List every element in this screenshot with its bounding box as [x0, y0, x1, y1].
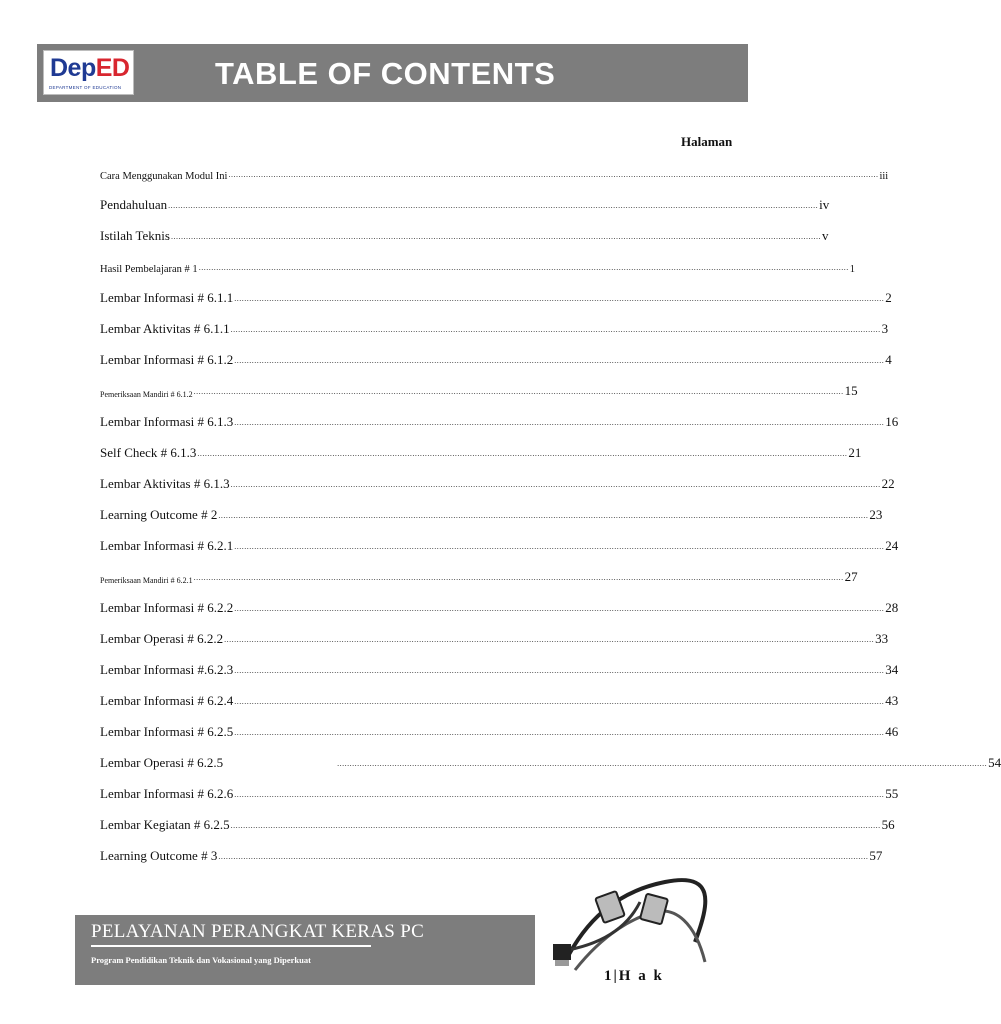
toc-entry[interactable] [100, 191, 830, 213]
toc-entry[interactable] [100, 563, 858, 585]
toc-entry-page: 54 [988, 755, 1001, 770]
toc-entry[interactable] [100, 594, 899, 616]
toc-entry-label: Lembar Informasi # 6.2.5 [100, 724, 234, 739]
toc-entry-page: iv [819, 197, 830, 212]
toc-entry[interactable] [100, 439, 862, 461]
logo-subtitle: DEPARTMENT OF EDUCATION [49, 85, 122, 90]
toc-entry-page: 33 [875, 631, 889, 646]
toc-leader: .................................................................................................................................................................................................................................................................... [230, 480, 881, 489]
toc-entry-label: Learning Outcome # 2 [100, 507, 218, 522]
toc-leader: .................................................................................................................................................................................................................................................................... [218, 852, 869, 861]
toc-leader: .................................................................................................................................................................................................................................................................... [170, 232, 821, 241]
network-cable-image [545, 862, 715, 982]
toc-entry-label: Lembar Aktivitas # 6.1.3 [100, 476, 230, 491]
toc-entry[interactable] [100, 408, 899, 430]
toc-leader: .................................................................................................................................................................................................................................................................... [198, 263, 849, 272]
toc-leader: .................................................................................................................................................................................................................................................................... [234, 604, 885, 613]
footer-title: PELAYANAN PERANGKAT KERAS PC [91, 921, 425, 942]
toc-leader: .................................................................................................................................................................................................................................................................... [234, 728, 885, 737]
deped-logo [43, 50, 134, 95]
toc-entry-page: iii [879, 171, 889, 182]
toc-leader: .................................................................................................................................................................................................................................................................... [218, 511, 869, 520]
toc-entry-page: 16 [885, 414, 899, 429]
footer-banner [75, 915, 535, 985]
toc-entry-label: Lembar Informasi # 6.2.1 [100, 538, 234, 553]
toc-entry-page: 34 [885, 662, 899, 677]
logo-text-ed: ED [95, 54, 130, 82]
toc-entry-page: 22 [881, 476, 895, 491]
toc-entry[interactable] [100, 842, 883, 864]
toc-entry-page: 3 [881, 321, 889, 336]
toc-entry[interactable] [100, 501, 883, 523]
toc-entry-page: 21 [848, 445, 862, 460]
halaman-label: Halaman [681, 134, 733, 149]
toc-entry-label: Lembar Operasi # 6.2.2 [100, 631, 224, 646]
toc-entry-label: Lembar Informasi # 6.2.2 [100, 600, 234, 615]
toc-leader: .................................................................................................................................................................................................................................................................... [230, 821, 881, 830]
toc-entry[interactable] [100, 687, 899, 709]
toc-entry-label: Self Check # 6.1.3 [100, 445, 197, 460]
toc-entry-page: 24 [885, 538, 899, 553]
toc-entry-label: Lembar Informasi # 6.1.2 [100, 352, 234, 367]
logo-text-dep: Dep [50, 54, 96, 82]
toc-entry-page: v [821, 228, 829, 243]
toc-leader: .................................................................................................................................................................................................................................................................... [228, 170, 879, 179]
toc-entry[interactable] [100, 625, 889, 647]
toc-leader: .................................................................................................................................................................................................................................................................... [168, 201, 819, 210]
toc-entry-label: Lembar Operasi # 6.2.5 [100, 755, 224, 770]
toc-entry[interactable] [100, 749, 1001, 771]
toc-entry-page: 56 [881, 817, 895, 832]
page-title: TABLE OF CONTENTS [215, 56, 556, 91]
toc-entry-label: Pendahuluan [100, 197, 168, 212]
toc-leader: .................................................................................................................................................................................................................................................................... [234, 666, 885, 675]
toc-leader: .................................................................................................................................................................................................................................................................... [234, 294, 885, 303]
toc-entry-label: Learning Outcome # 3 [100, 848, 218, 863]
page-number: 1|H a k [604, 968, 664, 984]
toc-entry-label: Pemeriksaan Mandiri # 6.2.1 [100, 576, 193, 585]
toc-entry-label: Lembar Informasi # 6.2.6 [100, 786, 234, 801]
toc-entry-page: 55 [885, 786, 899, 801]
toc-leader: .................................................................................................................................................................................................................................................................... [234, 418, 885, 427]
toc-entry[interactable] [100, 315, 889, 337]
toc-entry-label: Hasil Pembelajaran # 1 [100, 264, 198, 275]
toc-entry-label: Lembar Aktivitas # 6.1.1 [100, 321, 230, 336]
toc-entry-page: 46 [885, 724, 899, 739]
toc-entry-label: Istilah Teknis [100, 228, 170, 243]
toc-entry-page: 15 [844, 383, 858, 398]
toc-entry[interactable] [100, 532, 899, 554]
toc-entry[interactable] [100, 656, 899, 678]
toc-leader: .................................................................................................................................................................................................................................................................... [337, 759, 988, 768]
toc-entry-page: 4 [885, 352, 892, 367]
toc-entry[interactable] [100, 253, 855, 275]
toc-entry-label: Lembar Kegiatan # 6.2.5 [100, 817, 230, 832]
toc-entry[interactable] [100, 160, 889, 182]
toc-entry-label: Lembar Informasi # 6.2.4 [100, 693, 234, 708]
toc-leader: .................................................................................................................................................................................................................................................................... [224, 635, 875, 644]
toc-entry-page: 1 [849, 264, 855, 275]
toc-entry[interactable] [100, 811, 895, 833]
toc-entry[interactable] [100, 718, 899, 740]
toc-entry[interactable] [100, 222, 829, 244]
toc-leader: .................................................................................................................................................................................................................................................................... [230, 325, 881, 334]
toc-leader: .................................................................................................................................................................................................................................................................... [193, 573, 844, 582]
toc-entry-page: 28 [885, 600, 899, 615]
header-banner [37, 44, 748, 102]
toc-entry-page: 43 [885, 693, 899, 708]
toc-entry-page: 2 [885, 290, 892, 305]
toc-leader: .................................................................................................................................................................................................................................................................... [234, 542, 885, 551]
toc-entry-label: Lembar Informasi # 6.1.3 [100, 414, 234, 429]
toc-entry[interactable] [100, 470, 895, 492]
toc-leader: .................................................................................................................................................................................................................................................................... [234, 356, 885, 365]
footer-subtitle: Program Pendidikan Teknik dan Vokasional yang Diperkuat [91, 955, 311, 965]
toc-entry[interactable] [100, 377, 858, 399]
toc-leader: .................................................................................................................................................................................................................................................................... [197, 449, 848, 458]
toc-entry-page: 23 [869, 507, 883, 522]
logo-wordmark [50, 53, 129, 83]
toc-leader: .................................................................................................................................................................................................................................................................... [193, 387, 844, 396]
footer-divider [91, 945, 371, 947]
toc-entry[interactable] [100, 346, 892, 368]
toc-entry-label: Pemeriksaan Mandiri # 6.1.2 [100, 390, 193, 399]
toc-entry[interactable] [100, 780, 899, 802]
toc-entry-label: Lembar Informasi #.6.2.3 [100, 662, 234, 677]
toc-entry[interactable] [100, 284, 892, 306]
toc-leader: .................................................................................................................................................................................................................................................................... [234, 697, 885, 706]
toc-entry-page: 57 [869, 848, 883, 863]
toc-entry-page: 27 [844, 569, 858, 584]
toc-entry-label: Lembar Informasi # 6.1.1 [100, 290, 234, 305]
toc-entry-label: Cara Menggunakan Modul Ini [100, 171, 228, 182]
toc-leader: .................................................................................................................................................................................................................................................................... [234, 790, 885, 799]
